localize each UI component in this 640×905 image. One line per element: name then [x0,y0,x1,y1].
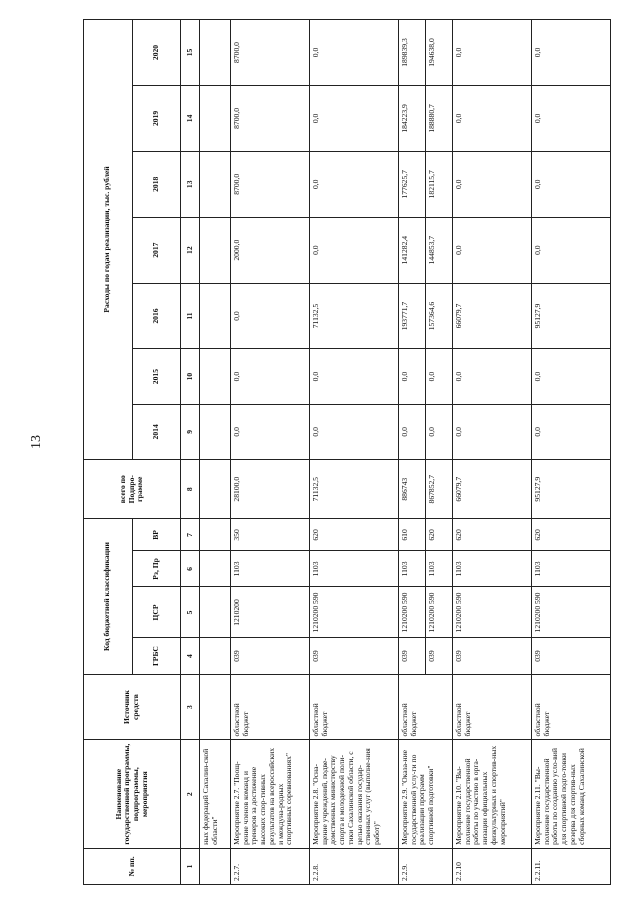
cell-grbs: 039 [231,638,310,674]
header-no: № пп. [84,848,181,884]
cell-2018: 8700,0 [231,151,310,217]
column-number: 5 [181,587,200,638]
rotated-table-wrapper [83,19,605,885]
header-source: Источник средств [84,674,181,740]
cell-vr: 620 [532,519,611,551]
header-row-1 [84,20,133,885]
header-rzpr: Рз, Пр [132,551,181,587]
column-number: 3 [181,674,200,740]
cell-csr: 1210200 590 [310,587,399,638]
header-year-2014: 2014 [132,404,181,459]
cell-vr: 620 [426,519,453,551]
row-name: Мероприятие 2.11. "Вы-полнение государственной работы по созданию усло-вий для спортивной подго-товки резерва для спортив-ных сборных команд Сахалинской [532,740,611,848]
cell-2020: 189839,3 [399,20,426,86]
header-year-2017: 2017 [132,217,181,283]
header-year-2015: 2015 [132,349,181,404]
column-number: 15 [181,20,200,86]
cell-2015: 0,0 [453,349,532,404]
header-vr: ВР [132,519,181,551]
cell-2018: 182115,7 [426,151,453,217]
column-number: 13 [181,151,200,217]
cell-2016: 71132,5 [310,283,399,349]
cell-2020: 8700,0 [231,20,310,86]
row-number: 2.2.8. [310,848,399,884]
column-number: 2 [181,740,200,848]
cell-2018: 177625,7 [399,151,426,217]
cell-2014: 0,0 [231,404,310,459]
cell-grbs: 039 [310,638,399,674]
cell-vr: 620 [310,519,399,551]
cell-2016: 157364,6 [426,283,453,349]
row-number: 2.2.7. [231,848,310,884]
cell-rzpr: 1103 [231,551,310,587]
header-expenses: Расходы по годам реализации, тыс. рублей [84,20,133,460]
header-total: всего по Подпро-грамме [84,459,181,519]
column-number: 8 [181,459,200,519]
column-number: 4 [181,638,200,674]
row-source: областной бюджет [399,674,453,740]
cell-2017: 0,0 [453,217,532,283]
cell-2015: 0,0 [399,349,426,404]
cell-2014: 0,0 [532,404,611,459]
column-number: 6 [181,551,200,587]
cell-rzpr: 1103 [426,551,453,587]
cell-2014: 0,0 [426,404,453,459]
cell-total: 66079,7 [453,459,532,519]
cell-grbs: 039 [426,638,453,674]
cell-csr: 1210200 590 [426,587,453,638]
cell-2017: 144853,7 [426,217,453,283]
cell-total: 95127,9 [532,459,611,519]
table-row [231,20,310,885]
column-number: 11 [181,283,200,349]
cell-2014: 0,0 [399,404,426,459]
cell-total: 28100,0 [231,459,310,519]
row-name: Мероприятие 2.8. "Осна-щение учреждений, подве-домственных министерству спорта и молодежной поли-тики Сахалинской области, с целью оказания государ-ственных услуг (выполне-ния работ)" [310,740,399,848]
cell-grbs: 039 [532,638,611,674]
cell-2020: 0,0 [453,20,532,86]
column-number: 12 [181,217,200,283]
cell-2017: 141282,4 [399,217,426,283]
cell-rzpr: 1103 [532,551,611,587]
cell-2018: 0,0 [310,151,399,217]
cell-2014: 0,0 [310,404,399,459]
cell-csr: 1210200 590 [453,587,532,638]
cell-2018: 0,0 [453,151,532,217]
cell-vr: 620 [453,519,532,551]
column-number-row [181,20,200,885]
cell-grbs: 039 [453,638,532,674]
cell-csr: 1210200 590 [532,587,611,638]
cell-2019: 184223,9 [399,85,426,151]
cell-vr: 350 [231,519,310,551]
cell-2015: 0,0 [426,349,453,404]
cell-2017: 0,0 [532,217,611,283]
header-name: Наименование государственной программы, подпрограммы, мероприятия [84,740,181,848]
header-year-2019: 2019 [132,85,181,151]
cell-csr: 1210200 [231,587,310,638]
cell-2019: 8700,0 [231,85,310,151]
row-name: Мероприятие 2.9. "Оказа-ние государственной услу-ги по реализации программ спортивной подготовки" [399,740,453,848]
header-year-2020: 2020 [132,20,181,86]
header-budget-code: Код бюджетной классификации [84,519,133,674]
column-number: 1 [181,848,200,884]
cell-2016: 95127,9 [532,283,611,349]
table-row [453,20,532,885]
column-number: 9 [181,404,200,459]
row-source: областной бюджет [532,674,611,740]
cell-total: 867852,7 [426,459,453,519]
table-row [310,20,399,885]
budget-table [83,19,611,885]
cell-vr: 610 [399,519,426,551]
column-number: 7 [181,519,200,551]
cell-2019: 0,0 [453,85,532,151]
cell-rzpr: 1103 [453,551,532,587]
cell-2017: 2000,0 [231,217,310,283]
cell-2015: 0,0 [231,349,310,404]
cell-total: 71132,5 [310,459,399,519]
cell-rzpr: 1103 [399,551,426,587]
continuation-row [200,20,231,885]
cell-2019: 0,0 [310,85,399,151]
cell-2014: 0,0 [453,404,532,459]
cell-total: 886743 [399,459,426,519]
header-year-2018: 2018 [132,151,181,217]
cell-grbs: 039 [399,638,426,674]
header-year-2016: 2016 [132,283,181,349]
cell-2020: 0,0 [532,20,611,86]
page-number: 13 [29,435,44,449]
continuation-text: ных федераций Сахалин-ской области" [200,740,231,848]
cell-2020: 194638,0 [426,20,453,86]
row-source: областной бюджет [231,674,310,740]
table-row [399,20,426,885]
cell-2019: 188880,7 [426,85,453,151]
row-number: 2.2.11. [532,848,611,884]
row-name: Мероприятие 2.7. "Поощ-рение членов команд и тренеров за достижение высоких спор-тивных результатов на всероссийских и междуна-родных спортивных соревнованиях" [231,740,310,848]
cell-2016: 0,0 [231,283,310,349]
row-number: 2.2.9. [399,848,453,884]
header-grbs: ГРБС [132,638,181,674]
cell-2019: 0,0 [532,85,611,151]
cell-2016: 193771,7 [399,283,426,349]
cell-2016: 66079,7 [453,283,532,349]
header-csr: ЦСР [132,587,181,638]
cell-2015: 0,0 [310,349,399,404]
table-row [532,20,611,885]
row-source: областной бюджет [310,674,399,740]
cell-2015: 0,0 [532,349,611,404]
column-number: 14 [181,85,200,151]
row-source: областной бюджет [453,674,532,740]
row-number: 2.2.10 [453,848,532,884]
cell-2020: 0,0 [310,20,399,86]
cell-rzpr: 1103 [310,551,399,587]
cell-csr: 1210200 590 [399,587,426,638]
row-name: Мероприятие 2.10. "Вы-полнение государственной работы по участию в орга-низации официальных физкультурных и спортив-ных мероприятий" [453,740,532,848]
cell-2018: 0,0 [532,151,611,217]
column-number: 10 [181,349,200,404]
cell-2017: 0,0 [310,217,399,283]
